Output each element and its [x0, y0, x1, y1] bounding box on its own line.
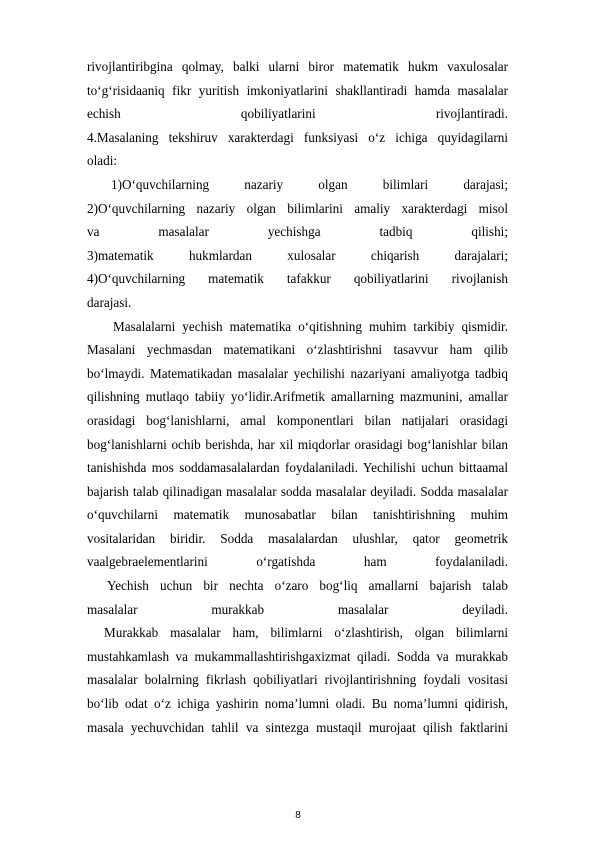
text-line-17: bog‘lanishlarni ochib berishda, har xil miqdorlar orasidagi bog‘lanishlar bilan	[87, 436, 508, 452]
text-line-8: va masalalar yechishga tadbiq qilishi;	[87, 224, 508, 240]
text-line-26: mustahkamlash va mukammallashtirishgaxizmat qiladi. Sodda va murakkab	[87, 648, 508, 664]
text-line-16: orasidagi bog‘lanishlarni, amal komponentlari bilan natijalari orasidagi	[87, 412, 508, 428]
text-line-13: Masalani yechmasdan matematikani o‘zlashtirishni tasavvur ham qilib	[87, 342, 508, 358]
page-number: 8	[295, 810, 301, 821]
text-line-3: echish qobiliyatlarini rivojlantiradi.	[87, 106, 508, 122]
text-line-11: darajasi.	[87, 294, 132, 310]
text-line-28: bo‘lib odat o‘z ichiga yashirin noma’lumni oladi. Bu noma’lumni qidirish,	[87, 696, 508, 712]
body-text	[87, 55, 508, 739]
text-line-23: Yechish uchun bir nechta o‘zaro bog‘liq amallarni bajarish talab	[107, 578, 508, 594]
text-line-25: Murakkab masalalar ham, bilimlarni o‘zlashtirish, olgan bilimlarni	[104, 625, 508, 641]
text-line-22: vaalgebraelementlarini o‘rgatishda ham foydalaniladi.	[87, 554, 508, 570]
text-line-12: Masalalarni yechish matematika o‘qitishning muhim tarkibiy qismidir.	[113, 318, 508, 334]
text-line-1: rivojlantiribgina qolmay, balki ularni biror matematik hukm vaxulosalar	[87, 59, 508, 74]
text-line-7: 2)O‘quvchilarning nazariy olgan bilimlarini amaliy xarakterdagi misol	[87, 200, 508, 216]
text-line-24: masalalar murakkab masalalar deyiladi.	[87, 601, 508, 617]
text-line-29: masala yechuvchidan tahlil va sintezga mustaqil murojaat qilish faktlarini	[87, 719, 508, 735]
text-line-18: tanishishda mos soddamasalalardan foydalaniladi. Yechilishi uchun bittaamal	[87, 460, 508, 476]
text-line-9: 3)matematik hukmlardan xulosalar chiqarish darajalari;	[87, 247, 508, 263]
text-line-10: 4)O‘quvchilarning matematik tafakkur qobiliyatlarini rivojlanish	[87, 271, 508, 287]
text-line-27: masalalar bolalrning fikrlash qobiliyatlari rivojlantirishning foydali vositasi	[87, 672, 508, 688]
text-line-14: bo‘lmaydi. Matematikadan masalalar yechilishi nazariyani amaliyotga tadbiq	[87, 365, 508, 381]
text-line-15: qilishning mutlaqo tabiiy yo‘lidir.Arifmetik amallarning mazmunini, amallar	[87, 389, 508, 405]
text-line-2: to‘g‘risidaaniq fikr yuritish imkoniyatlarini shakllantiradi hamda masalalar	[87, 82, 508, 98]
text-line-6: 1)O‘quvchilarning nazariy olgan bilimlari darajasi;	[111, 176, 508, 192]
text-line-21: vositalaridan biridir. Sodda masalalardan ulushlar, qator geometrik	[87, 530, 508, 546]
text-line-4: 4.Masalaning tekshiruv xarakterdagi funksiyasi o‘z ichiga quyidagilarni	[87, 129, 508, 145]
text-line-5: oladi:	[87, 153, 118, 169]
text-line-19: bajarish talab qilinadigan masalalar sodda masalalar deyiladi. Sodda masalalar	[87, 483, 508, 499]
text-line-20: o‘quvchilarni matematik munosabatlar bilan tanishtirishning muhim	[87, 507, 508, 523]
